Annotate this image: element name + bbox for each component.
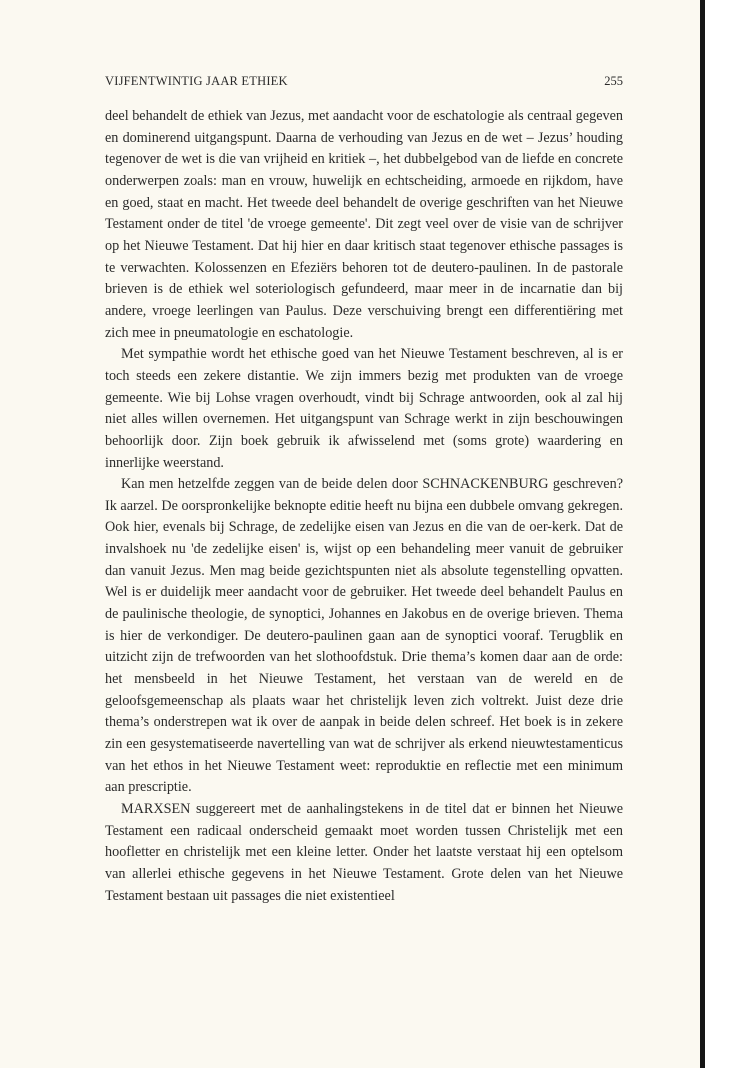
paragraph-continued: deel behandelt de ethiek van Jezus, met aandacht voor de eschatologie als centraal gegeven en dominerend uitgangspunt. Daarna de verhouding van Jezus en de wet – Jezus’ houding tegenover de wet is die van vrijheid en kritiek –, het dubbelgebod van de liefde en concrete onderwerpen zoals: man en vrouw, huwelijk en echtscheiding, armoede en rijkdom, have en goed, staat en macht. Het tweede deel behandelt de overige geschriften van het Nieuwe Testament onder de titel 'de vroege gemeente'. Dit zegt veel over de visie van de schrijver op het Nieuwe Testament. Dat hij hier en daar kritisch staat tegenover ethische passages is te verwachten. Kolossenzen en Efeziërs behoren tot de deutero-paulinen. In de pastorale brieven is de ethiek wel soteriologisch gefundeerd, maar meer in de incarnatie dan bij andere, vroege leerlingen van Paulus. Deze verschuiving brengt een differentiëring met zich mee in pneumatologie en eschatologie. [105, 108, 623, 341]
paragraph-sympathie: Met sympathie wordt het ethische goed van het Nieuwe Testament beschreven, al is er toch steeds een zekere distantie. We zijn immers bezig met produkten van de vroege gemeente. Wie bij Lohse vragen overhoudt, vindt bij Schrage antwoorden, ook al zal hij niet alles willen overnemen. Het uitgangspunt van Schrage werkt in zijn beschouwingen behoorlijk door. Zijn boek gebruik ik afwisselend met (soms grote) waardering en innerlijke weerstand. [105, 346, 623, 471]
body-text [105, 106, 623, 907]
running-title: VIJFENTWINTIG JAAR ETHIEK [105, 74, 288, 88]
page-edge-shadow [700, 0, 705, 1068]
paragraph-marxsen: MARXSEN suggereert met de aanhalingstekens in de titel dat er binnen het Nieuwe Testament een radicaal onderscheid gemaakt moet worden tussen Christelijk met een hoofletter en christelijk met een kleine letter. Onder het laatste verstaat hij een optelsom van allerlei ethische gegevens in het Nieuwe Testament. Grote delen van het Nieuwe Testament bestaan uit passages die niet existentieel [105, 801, 623, 904]
running-head [105, 74, 623, 94]
paragraph-schnackenburg: Kan men hetzelfde zeggen van de beide delen door SCHNACKENBURG geschreven? Ik aarzel. De oorspronkelijke beknopte editie heeft nu bijna een dubbele omvang gekregen. Ook hier, evenals bij Schrage, de zedelijke eisen van Jezus en die van de oer-kerk. Dat de invalshoek nu 'de zedelijke eisen' is, wijst op een behandeling meer vanuit de gebruiker dan vanuit Jezus. Men mag beide gezichtspunten niet als absolute tegenstelling opvatten. Wel is er duidelijk meer aandacht voor de gebruiker. Het tweede deel behandelt Paulus en de paulinische theologie, de synoptici, Johannes en Jakobus en de overige brieven. Thema is hier de verkondiger. De deutero-paulinen gaan aan de synoptici vooraf. Terugblik en uitzicht zijn de trefwoorden van het slothoofdstuk. Drie thema’s komen daar aan de orde: het mensbeeld in het Nieuwe Testament, het verstaan van de wereld en de geloofsgemeenschap als plaats waar het christelijk leven zich voltrekt. Juist deze drie thema’s onderstrepen wat ik over de aanpak in beide delen schreef. Het boek is in zekere zin een gesystematiseerde navertelling van wat de schrijver als erkend nieuwtestamenticus van het ethos in het Nieuwe Testament weet: reproduktie en reflectie met een minimum aan prescriptie. [105, 476, 623, 796]
page-number: 255 [604, 74, 623, 88]
